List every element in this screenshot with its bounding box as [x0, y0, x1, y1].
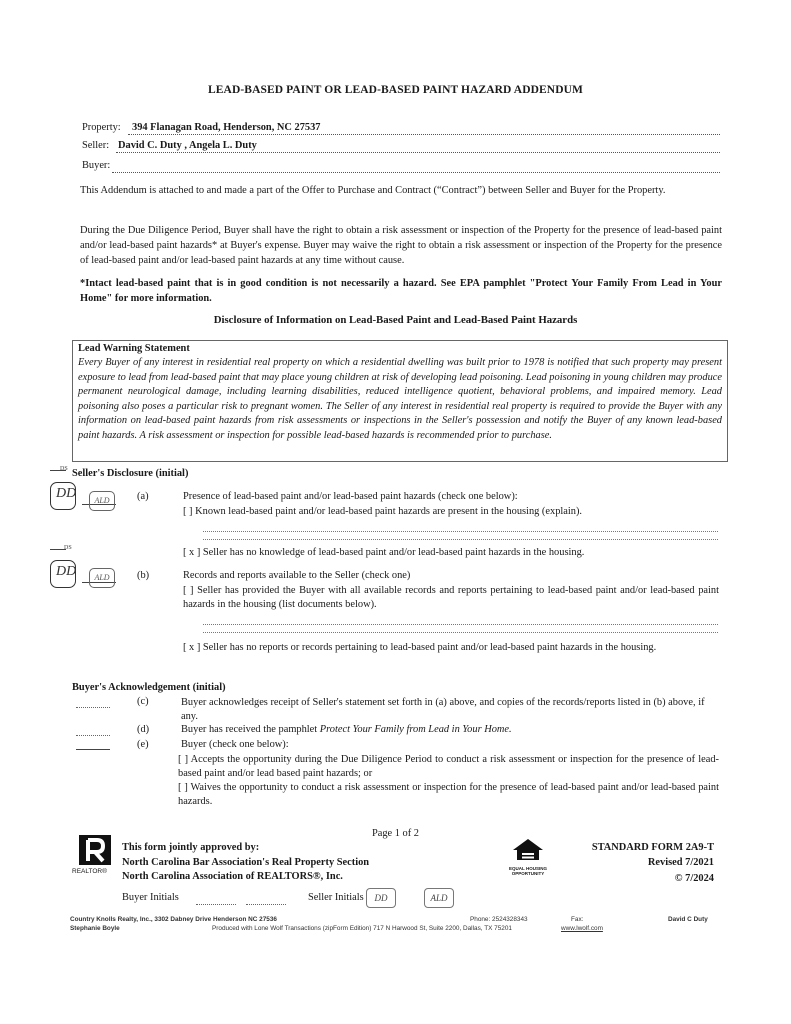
buyer-underline	[112, 172, 720, 173]
intro-paragraph: This Addendum is attached to and made a part of the Offer to Purchase and Contract (“Contract”) between Seller and Buyer for the Property.	[80, 185, 666, 196]
item-e-label: (e)	[137, 739, 149, 750]
approved-line-2: North Carolina Bar Association's Real Property Section	[122, 857, 370, 868]
cosigner-initial-box-a[interactable]	[89, 491, 115, 511]
item-c-text: Buyer acknowledges receipt of Seller's statement set forth in (a) above, and copies of the records/reports listed in (b) above, if any.	[181, 697, 705, 722]
buyer-initial-line-c[interactable]	[76, 707, 110, 708]
seller-field[interactable]	[82, 140, 720, 154]
property-value: 394 Flanagan Road, Henderson, NC 27537	[132, 122, 321, 133]
equal-housing-icon	[509, 836, 547, 866]
item-a-option-no-knowledge[interactable]: [ x ] Seller has no knowledge of lead-based paint and/or lead-based paint hazards in the housing.	[183, 547, 585, 558]
ds-tag-2: DS	[64, 545, 72, 551]
seller-initials-label: Seller Initials	[308, 892, 364, 903]
documents-line-1	[203, 623, 718, 625]
footer-seller-initials-1: DD	[374, 893, 388, 903]
footer-seller-initial-box-1[interactable]	[366, 888, 396, 908]
explain-line-1	[203, 530, 718, 532]
lead-warning-text: Every Buyer of any interest in residential real property on which a residential dwelling was built prior to 1978 is notified that such property may present exposure to lead from lead-based paint that may place young children at risk of developing lead poisoning. Lead poisoning in young children may produce permanent neurological damage, including learning disabilities, reduced intelligence quotient, behavioral problems, and impaired memory. Lead poisoning also poses a particular risk to pregnant women. The Seller of any interest in residential real property is required to provide the Buyer with any information on lead-based paint hazards from risk assessments or inspections in the Seller's possession and notify the Buyer of any known lead-based paint hazards. A risk assessment or inspection for possible lead-based hazards is recommended prior to purchase.	[78, 357, 722, 441]
due-diligence-paragraph: During the Due Diligence Period, Buyer shall have the right to obtain a risk assessment or inspection of the Property for the presence of lead-based paint and/or lead-based paint hazards* at Buyer's expense. Buyer may waive the right to obtain a risk assessment or inspection of the Property for the presence of lead-based paint and/or lead-based paint hazards at any time without cause.	[80, 225, 722, 266]
item-b-option-none[interactable]: [ x ] Seller has no reports or records pertaining to lead-based paint and/or lead-based paint hazards in the housing.	[183, 642, 657, 653]
item-a-label: (a)	[137, 491, 149, 502]
seller-disclosure-heading: Seller's Disclosure (initial)	[72, 468, 189, 479]
item-a-option-known[interactable]: [ ] Known lead-based paint and/or lead-based paint hazards are present in the housing (explain).	[183, 506, 583, 517]
seller-label: Seller:	[82, 140, 110, 151]
equal-housing-label: EQUAL HOUSING OPPORTUNITY	[509, 866, 547, 876]
form-copyright: © 7/2024	[674, 873, 714, 884]
seller-initials-b: DD	[56, 564, 77, 579]
produced-with: Produced with Lone Wolf Transactions (zipForm Edition) 717 N Harwood St, Suite 2200, Dallas, TX 75201	[212, 925, 512, 932]
broker-phone: Phone: 2524328343	[470, 916, 528, 923]
disclosure-heading: Disclosure of Information on Lead-Based Paint and Lead-Based Paint Hazards	[213, 314, 578, 326]
footer-seller-initial-box-2[interactable]	[424, 888, 454, 908]
cosigner-initials-a: ALD	[94, 496, 110, 505]
lead-warning-title: Lead Warning Statement	[78, 343, 190, 354]
form-revised: Revised 7/2021	[647, 857, 714, 868]
approved-line-1: This form jointly approved by:	[122, 842, 260, 853]
seller-underline	[116, 152, 720, 153]
footer-seller-initials-2: ALD	[430, 893, 448, 903]
seller-initial-box-a[interactable]	[50, 482, 76, 510]
property-field[interactable]	[82, 122, 720, 136]
realtor-logo-icon	[78, 834, 112, 870]
seller-value: David C. Duty , Angela L. Duty	[118, 140, 257, 151]
buyer-field[interactable]	[82, 160, 720, 174]
broker-line: Country Knolls Realty, Inc., 3302 Dabney Drive Henderson NC 27536	[70, 916, 277, 923]
item-d-text	[181, 724, 512, 735]
item-d-text-pre: Buyer has received the pamphlet	[181, 724, 320, 735]
seller-initials-a: DD	[56, 486, 77, 501]
website-link[interactable]: www.lwolf.com	[561, 925, 603, 932]
item-d-label: (d)	[137, 724, 150, 735]
item-b-label: (b)	[137, 570, 150, 581]
buyer-initials-label: Buyer Initials	[122, 892, 179, 903]
ds-tag: DS	[60, 466, 68, 472]
buyer-initial-line-d[interactable]	[76, 735, 110, 736]
item-c-label: (c)	[137, 696, 149, 707]
item-b-option-provided[interactable]: [ ] Seller has provided the Buyer with all available records and reports pertaining to lead-based paint and/or lead-based paint hazards in the housing (list documents below).	[183, 585, 719, 610]
buyer-label: Buyer:	[82, 160, 111, 171]
buyer-initial-line-e[interactable]	[76, 749, 110, 750]
item-e-text: Buyer (check one below):	[181, 739, 289, 750]
realtor-logo-label: REALTOR®	[72, 868, 107, 875]
document-title: LEAD-BASED PAINT OR LEAD-BASED PAINT HAZARD ADDENDUM	[208, 84, 583, 96]
buyer-initials-line-2[interactable]	[246, 904, 286, 905]
item-e-option-waive[interactable]: [ ] Waives the opportunity to conduct a risk assessment or inspection for the presence of lead-based paint and/or lead-based paint hazards.	[178, 782, 719, 807]
item-d-pamphlet-title: Protect Your Family from Lead in Your Home.	[319, 724, 512, 735]
cosigner-initials-b: ALD	[94, 573, 110, 582]
broker-fax: Fax:	[571, 916, 584, 923]
property-label: Property:	[82, 122, 121, 133]
buyer-ack-heading: Buyer's Acknowledgement (initial)	[72, 682, 226, 693]
explain-line-2	[203, 538, 718, 540]
page-number: Page 1 of 2	[371, 828, 420, 839]
seller-initial-box-b[interactable]	[50, 560, 76, 588]
item-b-text: Records and reports available to the Seller (check one)	[183, 570, 411, 581]
epa-note: *Intact lead-based paint that is in good condition is not necessarily a hazard. See EPA pamphlet "Protect Your Family From Lead in Your Home" for more information.	[80, 278, 722, 304]
property-underline	[128, 134, 720, 135]
cosigner-initial-box-b[interactable]	[89, 568, 115, 588]
item-e-option-accept[interactable]: [ ] Accepts the opportunity during the Due Diligence Period to conduct a risk assessment or inspection for the presence of lead-based paint and/or lead based paint hazards; or	[178, 754, 719, 779]
item-a-text: Presence of lead-based paint and/or lead-based paint hazards (check one below):	[183, 491, 518, 502]
form-name: STANDARD FORM 2A9-T	[591, 842, 714, 853]
file-name: David C Duty	[668, 916, 708, 923]
agent-name: Stephanie Boyle	[70, 925, 120, 932]
documents-line-2	[203, 631, 718, 633]
buyer-initials-line-1[interactable]	[196, 904, 236, 905]
approved-line-3: North Carolina Association of REALTORS®, Inc.	[122, 871, 343, 882]
